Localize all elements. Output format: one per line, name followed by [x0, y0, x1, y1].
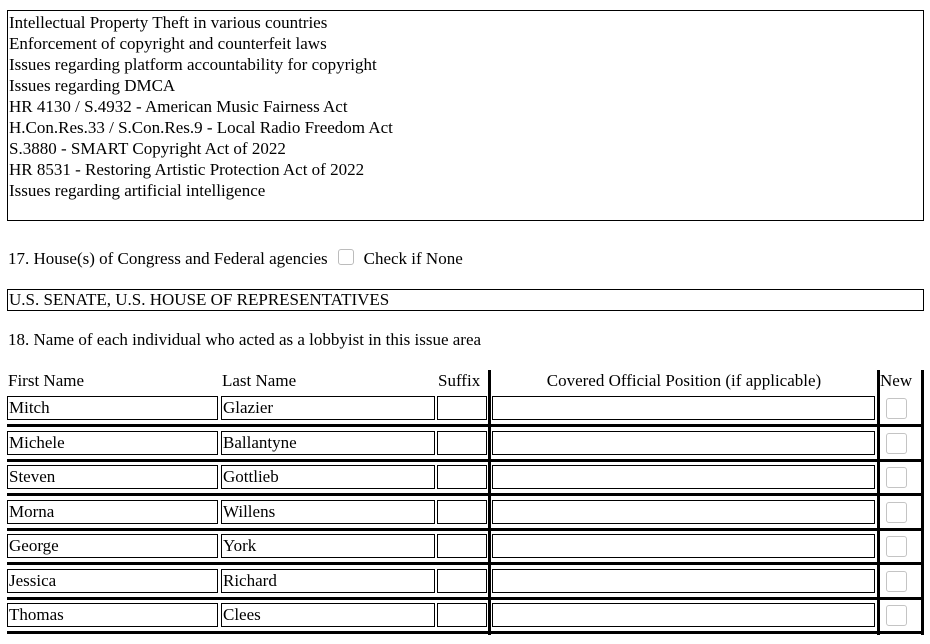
issue-line: S.3880 - SMART Copyright Act of 2022 — [9, 139, 286, 158]
first-name-field[interactable]: Mitch — [7, 396, 218, 420]
question-18-label: 18. Name of each individual who acted as a lobbyist in this issue area — [8, 330, 482, 349]
suffix-field[interactable] — [437, 396, 487, 420]
check-if-none-label: Check if None — [363, 249, 463, 268]
table-row — [0, 500, 930, 534]
row-divider — [7, 459, 922, 462]
houses-agencies-field[interactable]: U.S. SENATE, U.S. HOUSE OF REPRESENTATIVES — [7, 289, 924, 311]
issue-line: Issues regarding artificial intelligence — [9, 181, 266, 200]
issue-line: HR 4130 / S.4932 - American Music Fairness Act — [9, 97, 348, 116]
suffix-field[interactable] — [437, 569, 487, 593]
table-row — [0, 431, 930, 465]
table-row — [0, 465, 930, 499]
header-last-name: Last Name — [222, 371, 297, 390]
row-divider — [7, 631, 922, 634]
check-if-none-checkbox[interactable] — [338, 249, 354, 265]
covered-position-field[interactable] — [492, 534, 875, 558]
issue-line: Issues regarding platform accountability for copyright — [9, 55, 377, 74]
new-checkbox[interactable] — [886, 433, 907, 454]
last-name-field[interactable]: Willens — [221, 500, 435, 524]
suffix-field[interactable] — [437, 603, 487, 627]
last-name-field[interactable]: Ballantyne — [221, 431, 435, 455]
header-covered-position: Covered Official Position (if applicable) — [546, 371, 822, 390]
new-checkbox[interactable] — [886, 536, 907, 557]
covered-position-field[interactable] — [492, 569, 875, 593]
question-17-label: 17. House(s) of Congress and Federal agencies — [8, 249, 328, 268]
first-name-field[interactable]: Morna — [7, 500, 218, 524]
header-first-name: First Name — [8, 371, 85, 390]
table-row — [0, 569, 930, 603]
first-name-field[interactable]: Thomas — [7, 603, 218, 627]
covered-position-field[interactable] — [492, 431, 875, 455]
first-name-field[interactable]: Steven — [7, 465, 218, 489]
last-name-field[interactable]: York — [221, 534, 435, 558]
header-suffix: Suffix — [438, 371, 481, 390]
issue-line: Issues regarding DMCA — [9, 76, 176, 95]
covered-position-field[interactable] — [492, 465, 875, 489]
new-checkbox[interactable] — [886, 467, 907, 488]
last-name-field[interactable]: Clees — [221, 603, 435, 627]
row-divider — [7, 528, 922, 531]
last-name-field[interactable]: Gottlieb — [221, 465, 435, 489]
row-divider — [7, 562, 922, 565]
first-name-field[interactable]: Michele — [7, 431, 218, 455]
first-name-field[interactable]: George — [7, 534, 218, 558]
last-name-field[interactable]: Richard — [221, 569, 435, 593]
row-divider — [7, 597, 922, 600]
covered-position-field[interactable] — [492, 396, 875, 420]
suffix-field[interactable] — [437, 431, 487, 455]
suffix-field[interactable] — [437, 534, 487, 558]
first-name-field[interactable]: Jessica — [7, 569, 218, 593]
issue-line: HR 8531 - Restoring Artistic Protection Act of 2022 — [9, 160, 365, 179]
new-checkbox[interactable] — [886, 605, 907, 626]
question-17 — [8, 247, 463, 271]
issue-line: Intellectual Property Theft in various countries — [9, 13, 328, 32]
suffix-field[interactable] — [437, 500, 487, 524]
issue-line: Enforcement of copyright and counterfeit laws — [9, 34, 327, 53]
covered-position-field[interactable] — [492, 603, 875, 627]
issue-line: H.Con.Res.33 / S.Con.Res.9 - Local Radio Freedom Act — [9, 118, 393, 137]
table-row — [0, 603, 930, 637]
row-divider — [7, 493, 922, 496]
new-checkbox[interactable] — [886, 502, 907, 523]
table-row — [0, 534, 930, 568]
last-name-field[interactable]: Glazier — [221, 396, 435, 420]
header-new: New — [880, 371, 913, 390]
table-row — [0, 396, 930, 430]
new-checkbox[interactable] — [886, 398, 907, 419]
covered-position-field[interactable] — [492, 500, 875, 524]
specific-issues-textarea[interactable] — [7, 10, 924, 221]
suffix-field[interactable] — [437, 465, 487, 489]
new-checkbox[interactable] — [886, 571, 907, 592]
row-divider — [7, 424, 922, 427]
